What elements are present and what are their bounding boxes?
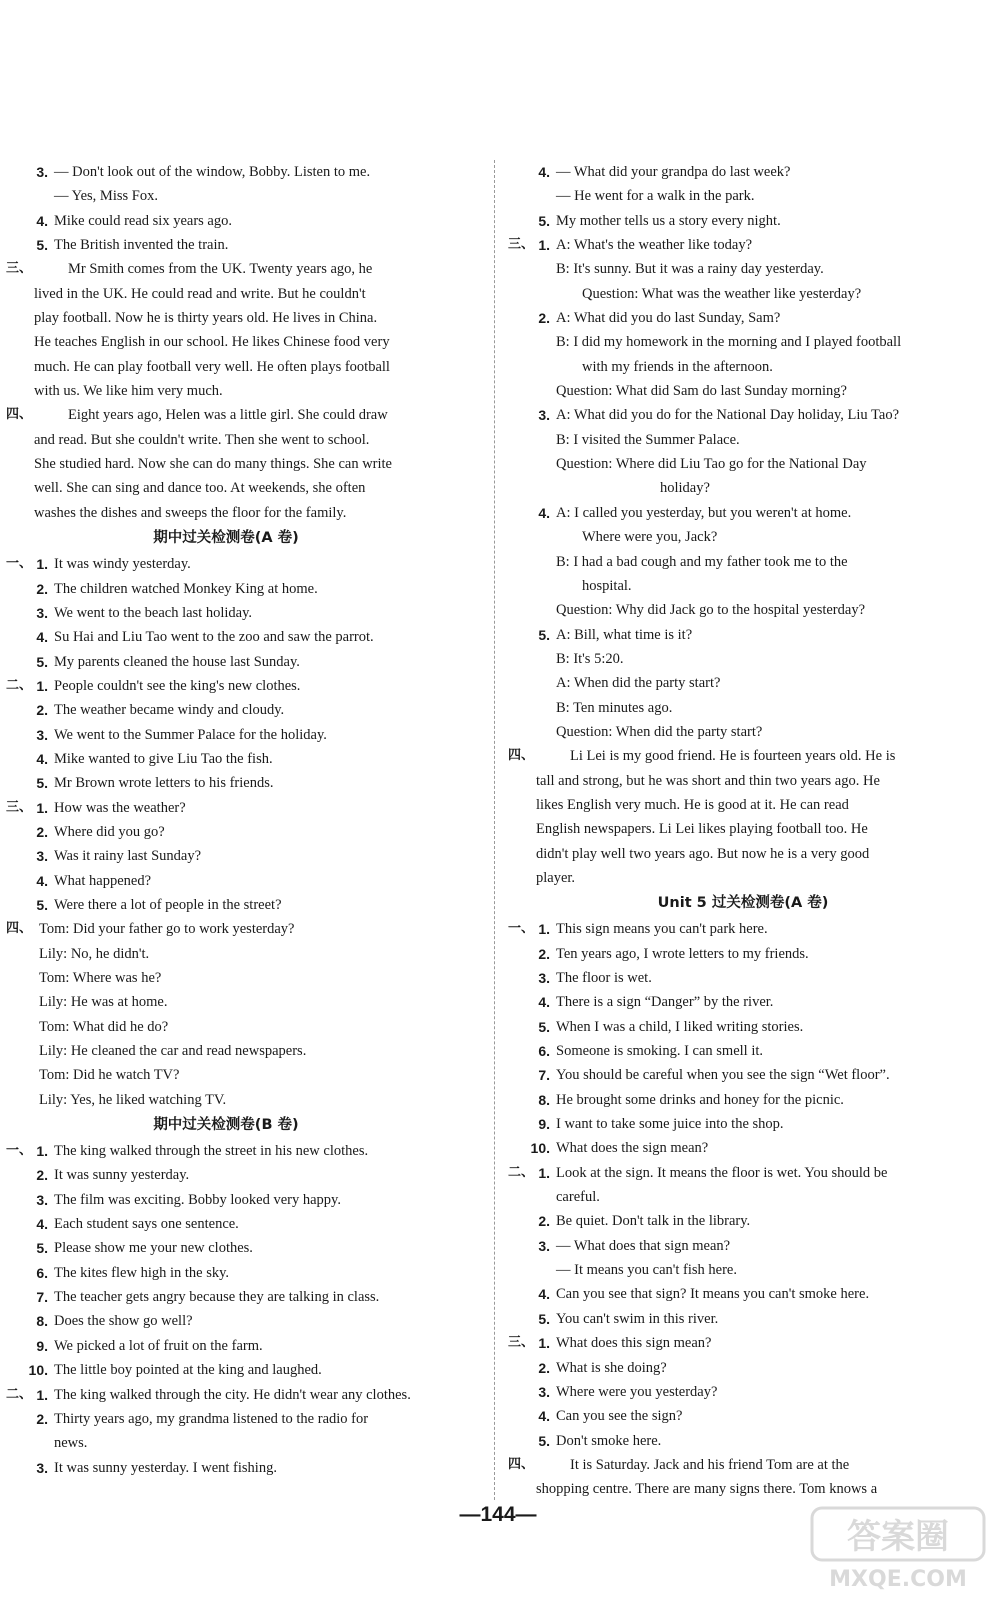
answer-text: Lily: He cleaned the car and read newspapers. [39, 1043, 307, 1060]
section-marker: 二、 [508, 1164, 535, 1180]
answer-line [508, 1136, 978, 1160]
item-number: 2. [36, 702, 48, 719]
answer-text: play football. Now he is thirty years old. He lives in China. [34, 310, 378, 327]
item-number: 1. [36, 677, 48, 694]
answer-text: well. She can sing and dance too. At weekends, she often [34, 480, 366, 497]
answer-line [6, 650, 446, 674]
answer-text: What does this sign mean? [556, 1335, 712, 1352]
answer-text: Question: When did the party start? [556, 723, 763, 740]
answer-text: B: It's 5:20. [556, 650, 624, 667]
answer-line [508, 282, 978, 306]
answer-line [6, 990, 446, 1014]
answer-line [508, 1331, 978, 1355]
section-marker: 三、 [6, 261, 33, 277]
item-number: 10. [530, 1140, 550, 1157]
item-number: 5. [538, 212, 550, 229]
answer-text: The teacher gets angry because they are talking in class. [54, 1289, 380, 1306]
answer-line [6, 942, 446, 966]
answer-text: B: Ten minutes ago. [556, 699, 673, 716]
answer-text: careful. [556, 1189, 600, 1206]
answer-line [508, 574, 978, 598]
item-number: 5. [538, 1432, 550, 1449]
item-number: 3. [36, 848, 48, 865]
answer-text: You should be careful when you see the sign “Wet floor”. [556, 1067, 890, 1084]
answer-text: My parents cleaned the house last Sunday. [54, 653, 300, 670]
answer-text: She studied hard. Now she can do many things. She can write [34, 456, 392, 473]
answer-line [6, 379, 446, 403]
answer-text: What happened? [54, 872, 152, 889]
answer-text: Please show me your new clothes. [54, 1240, 253, 1257]
answer-text: — What did your grandpa do last week? [556, 164, 791, 180]
answer-line [508, 1282, 978, 1306]
answer-line [508, 720, 978, 744]
answer-line [508, 525, 978, 549]
answer-line [508, 1209, 978, 1233]
item-number: 3. [538, 407, 550, 424]
answer-text: Can you see that sign? It means you can't smoke here. [556, 1286, 870, 1303]
answer-text: You can't swim in this river. [556, 1310, 719, 1327]
answer-text: Mr Brown wrote letters to his friends. [54, 775, 274, 792]
item-number: 1. [538, 1164, 550, 1181]
answer-line [6, 820, 446, 844]
answer-text: It was windy yesterday. [54, 556, 191, 573]
answer-line [508, 990, 978, 1014]
answer-line [508, 942, 978, 966]
watermark-logo [810, 1506, 986, 1592]
answer-line [508, 793, 978, 817]
answer-text: Look at the sign. It means the floor is wet. You should be [556, 1164, 888, 1181]
answer-line [6, 625, 446, 649]
answer-text: Lily: Yes, he liked watching TV. [39, 1091, 227, 1108]
answer-text: A: What's the weather like today? [556, 237, 753, 254]
section-marker: 四、 [508, 1456, 535, 1472]
answer-text: Mike could read six years ago. [54, 212, 232, 229]
answer-line [508, 452, 978, 476]
answer-line [508, 866, 978, 890]
item-number: 8. [538, 1091, 550, 1108]
answer-text: — What does that sign mean? [556, 1237, 731, 1254]
item-number: 3. [538, 1237, 550, 1254]
item-number: 2. [36, 823, 48, 840]
answer-line [6, 1163, 446, 1187]
item-number: 9. [36, 1337, 48, 1354]
item-number: 10. [28, 1362, 48, 1379]
answer-text: Were there a lot of people in the street? [54, 896, 282, 913]
answer-line [6, 1261, 446, 1285]
answer-text: A: What did you do last Sunday, Sam? [556, 310, 781, 327]
answer-line [6, 1063, 446, 1087]
item-number: 3. [36, 164, 48, 180]
answer-text: Was it rainy last Sunday? [54, 848, 202, 865]
item-number: 5. [538, 626, 550, 643]
answer-line [6, 233, 446, 257]
answer-line [6, 160, 446, 184]
answer-line [508, 1429, 978, 1453]
answer-text: English newspapers. Li Lei likes playing football too. He [536, 821, 868, 838]
answer-text: — It means you can't fish here. [556, 1262, 737, 1279]
answer-line [6, 747, 446, 771]
item-number: 3. [36, 604, 48, 621]
answer-text: The king walked through the city. He didn't wear any clothes. [54, 1386, 411, 1403]
answer-line [6, 257, 446, 281]
answer-line [6, 184, 446, 208]
section-heading: 期中过关检测卷(B 卷) [153, 1117, 299, 1134]
answer-text: It was sunny yesterday. I went fishing. [54, 1459, 277, 1476]
answer-text: A: I called you yesterday, but you weren't at home. [556, 504, 852, 521]
answer-line [508, 476, 978, 500]
answer-line [6, 1431, 446, 1455]
answer-text: We went to the Summer Palace for the holiday. [54, 726, 327, 743]
answer-line [6, 893, 446, 917]
item-number: 1. [36, 1143, 48, 1160]
answer-line [508, 160, 978, 184]
answer-line [508, 501, 978, 525]
answer-line [508, 1258, 978, 1282]
answer-text: with my friends in the afternoon. [582, 358, 773, 375]
answer-line [6, 917, 446, 941]
answer-line [6, 1212, 446, 1236]
section-marker: 一、 [6, 1143, 33, 1159]
answer-text: Each student says one sentence. [54, 1216, 239, 1233]
item-number: 3. [538, 970, 550, 986]
answer-text: B: I had a bad cough and my father took me to the [556, 553, 848, 570]
item-number: 4. [538, 1408, 550, 1425]
answer-text: B: I did my homework in the morning and I played football [556, 334, 902, 351]
answer-text: Where were you, Jack? [582, 529, 718, 546]
answer-text: Can you see the sign? [556, 1408, 683, 1425]
answer-line [6, 577, 446, 601]
answer-text: When I was a child, I liked writing stories. [556, 1018, 804, 1035]
item-number: 2. [538, 310, 550, 327]
answer-text: shopping centre. There are many signs there. Tom knows a [536, 1481, 878, 1498]
answer-text: Mr Smith comes from the UK. Twenty years ago, he [68, 261, 373, 278]
item-number: 2. [538, 1213, 550, 1230]
answer-text: lived in the UK. He could read and write. But he couldn't [34, 285, 366, 302]
answer-line [6, 1285, 446, 1309]
answer-line [6, 330, 446, 354]
answer-line [6, 282, 446, 306]
answer-line [508, 671, 978, 695]
answer-text: Lily: He was at home. [39, 994, 168, 1011]
answer-line [6, 501, 446, 525]
item-number: 4. [36, 872, 48, 889]
page-number: —144— [459, 1503, 537, 1526]
column-divider [494, 160, 495, 1500]
answer-line [6, 552, 446, 576]
answer-line [6, 674, 446, 698]
answer-line [6, 1334, 446, 1358]
answer-line [508, 379, 978, 403]
answer-text: B: I visited the Summer Palace. [556, 431, 740, 448]
watermark-url: MXQE.COM [829, 1567, 967, 1592]
answer-text: Li Lei is my good friend. He is fourteen years old. He is [570, 748, 896, 765]
answer-line [508, 330, 978, 354]
answer-text: didn't play well two years ago. But now he is a very good [536, 845, 870, 862]
section-marker: 四、 [6, 921, 33, 937]
answer-text: The floor is wet. [556, 970, 652, 986]
section-heading: 期中过关检测卷(A 卷) [153, 530, 299, 547]
answer-text: Question: What did Sam do last Sunday morning? [556, 383, 847, 400]
answer-text: He teaches English in our school. He likes Chinese food very [34, 334, 390, 351]
answer-line [6, 1358, 446, 1382]
item-number: 4. [36, 1216, 48, 1233]
answer-text: A: When did the party start? [556, 675, 721, 692]
answer-line [508, 306, 978, 330]
answer-text: much. He can play football very well. He often plays football [34, 358, 390, 375]
answer-text: Question: Why did Jack go to the hospital yesterday? [556, 602, 866, 619]
answer-line [508, 647, 978, 671]
answer-text: Don't smoke here. [556, 1432, 662, 1449]
answer-text: — Don't look out of the window, Bobby. Listen to me. [54, 164, 371, 180]
item-number: 3. [36, 726, 48, 743]
answer-line [6, 796, 446, 820]
section-marker: 二、 [6, 677, 33, 693]
answer-line [508, 917, 978, 941]
answer-text: We went to the beach last holiday. [54, 604, 253, 621]
answer-line [508, 1185, 978, 1209]
answer-line [508, 257, 978, 281]
right-column [508, 160, 978, 1502]
answer-text: The film was exciting. Bobby looked very happy. [54, 1191, 341, 1208]
item-number: 3. [36, 1459, 48, 1476]
answer-line [508, 1063, 978, 1087]
answer-line [508, 209, 978, 233]
answer-line [6, 601, 446, 625]
answer-text: hospital. [582, 577, 632, 594]
answer-line [508, 1161, 978, 1185]
answer-line [508, 1307, 978, 1331]
answer-line [508, 817, 978, 841]
answer-line [508, 184, 978, 208]
item-number: 5. [538, 1310, 550, 1327]
answer-text: Ten years ago, I wrote letters to my friends. [556, 945, 809, 962]
answer-line [6, 723, 446, 747]
answer-text: A: What did you do for the National Day holiday, Liu Tao? [556, 407, 900, 424]
answer-text: I want to take some juice into the shop. [556, 1116, 784, 1133]
answer-line [508, 842, 978, 866]
answer-text: We picked a lot of fruit on the farm. [54, 1337, 263, 1354]
answer-text: Thirty years ago, my grandma listened to the radio for [54, 1410, 369, 1427]
answer-line [6, 1309, 446, 1333]
answer-line [508, 744, 978, 768]
answer-text: tall and strong, but he was short and thin two years ago. He [536, 772, 880, 789]
answer-line [508, 1404, 978, 1428]
answer-line [508, 1356, 978, 1380]
answer-text: Eight years ago, Helen was a little girl. She could draw [68, 407, 388, 424]
item-number: 1. [36, 1386, 48, 1403]
answer-text: This sign means you can't park here. [556, 921, 768, 938]
answer-line [6, 1236, 446, 1260]
section-marker: 三、 [6, 799, 33, 815]
answer-line [6, 355, 446, 379]
answer-text: — He went for a walk in the park. [556, 188, 755, 205]
answer-line [508, 623, 978, 647]
answer-text: Question: Where did Liu Tao go for the National Day [556, 456, 867, 473]
left-column [6, 160, 446, 1480]
item-number: 5. [36, 237, 48, 254]
section-marker: 四、 [508, 748, 535, 764]
answer-line [508, 403, 978, 427]
answer-text: The little boy pointed at the king and laughed. [54, 1362, 322, 1379]
item-number: 2. [538, 945, 550, 962]
answer-line [508, 233, 978, 257]
answer-line [6, 771, 446, 795]
answer-line [508, 1015, 978, 1039]
answer-text: with us. We like him very much. [34, 383, 223, 400]
answer-text: Where were you yesterday? [556, 1383, 718, 1400]
answer-text: The children watched Monkey King at home. [54, 580, 318, 597]
answer-text: The kites flew high in the sky. [54, 1264, 230, 1281]
answer-line [508, 1453, 978, 1477]
answer-line [508, 1477, 978, 1501]
answer-text: What is she doing? [556, 1359, 667, 1376]
item-number: 8. [36, 1313, 48, 1330]
answer-text: player. [536, 869, 576, 886]
answer-text: washes the dishes and sweeps the floor for the family. [34, 504, 347, 521]
item-number: 4. [538, 164, 550, 180]
answer-line [6, 1383, 446, 1407]
answer-line [508, 1380, 978, 1404]
answer-text: Question: What was the weather like yesterday? [582, 285, 862, 302]
answer-text: Where did you go? [54, 823, 165, 840]
answer-line [508, 1234, 978, 1258]
item-number: 4. [36, 629, 48, 646]
item-number: 4. [538, 994, 550, 1011]
answer-line [508, 355, 978, 379]
item-number: 1. [36, 556, 48, 573]
item-number: 1. [36, 799, 48, 816]
section-marker: 四、 [6, 407, 33, 423]
answer-line [508, 696, 978, 720]
answer-text: It is Saturday. Jack and his friend Tom are at the [570, 1456, 850, 1473]
answer-line [508, 1088, 978, 1112]
answer-line [6, 1088, 446, 1112]
answer-line [508, 598, 978, 622]
answer-text: My mother tells us a story every night. [556, 212, 781, 229]
answer-text: holiday? [660, 480, 710, 497]
answer-text: The king walked through the street in his new clothes. [54, 1143, 369, 1160]
answer-line [6, 476, 446, 500]
answer-text: People couldn't see the king's new clothes. [54, 677, 301, 694]
item-number: 2. [36, 1167, 48, 1184]
section-marker: 一、 [6, 556, 33, 572]
watermark-text: 答案圈 [847, 1517, 949, 1557]
item-number: 3. [538, 1383, 550, 1400]
answer-line [6, 452, 446, 476]
answer-text: Tom: What did he do? [39, 1018, 169, 1035]
answer-line [508, 769, 978, 793]
item-number: 1. [538, 1335, 550, 1352]
item-number: 5. [36, 775, 48, 792]
answer-line [6, 698, 446, 722]
answer-text: Someone is smoking. I can smell it. [556, 1043, 764, 1060]
answer-line [6, 209, 446, 233]
answer-line [6, 1407, 446, 1431]
item-number: 5. [36, 1240, 48, 1257]
section-marker: 一、 [508, 921, 535, 937]
answer-text: B: It's sunny. But it was a rainy day yesterday. [556, 261, 824, 278]
item-number: 4. [538, 1286, 550, 1303]
item-number: 4. [538, 504, 550, 521]
answer-text: Su Hai and Liu Tao went to the zoo and saw the parrot. [54, 629, 374, 646]
answer-text: There is a sign “Danger” by the river. [556, 994, 774, 1011]
answer-text: and read. But she couldn't write. Then she went to school. [34, 431, 370, 448]
item-number: 1. [538, 921, 550, 938]
section-marker: 三、 [508, 1335, 535, 1351]
answer-line [508, 966, 978, 990]
item-number: 3. [36, 1191, 48, 1208]
item-number: 4. [36, 212, 48, 229]
item-number: 5. [36, 896, 48, 913]
answer-line [6, 966, 446, 990]
answer-line [6, 1456, 446, 1480]
item-number: 2. [36, 580, 48, 597]
answer-line [6, 1015, 446, 1039]
section-marker: 二、 [6, 1386, 33, 1402]
item-number: 7. [538, 1067, 550, 1084]
answer-line [508, 1112, 978, 1136]
answer-line [6, 306, 446, 330]
section-heading: Unit 5 过关检测卷(A 卷) [657, 895, 829, 912]
item-number: 6. [538, 1043, 550, 1060]
item-number: 5. [538, 1018, 550, 1035]
answer-text: likes English very much. He is good at it. He can read [536, 796, 849, 813]
item-number: 7. [36, 1289, 48, 1306]
answer-text: How was the weather? [54, 799, 186, 816]
section-marker: 三、 [508, 237, 535, 253]
answer-line [6, 844, 446, 868]
answer-text: Tom: Did he watch TV? [39, 1067, 180, 1084]
item-number: 2. [36, 1410, 48, 1427]
answer-text: Lily: No, he didn't. [39, 945, 150, 962]
answer-text: He brought some drinks and honey for the picnic. [556, 1091, 844, 1108]
answer-text: It was sunny yesterday. [54, 1167, 190, 1184]
answer-line [6, 403, 446, 427]
item-number: 9. [538, 1116, 550, 1133]
answer-text: news. [54, 1435, 88, 1452]
answer-line [508, 1039, 978, 1063]
answer-text: A: Bill, what time is it? [556, 626, 693, 643]
answer-text: Tom: Where was he? [39, 970, 162, 986]
item-number: 1. [538, 237, 550, 254]
item-number: 4. [36, 750, 48, 767]
answer-line [508, 550, 978, 574]
answer-text: Be quiet. Don't talk in the library. [556, 1213, 751, 1230]
answer-line [6, 1188, 446, 1212]
answer-line [6, 428, 446, 452]
item-number: 6. [36, 1264, 48, 1281]
answer-line [6, 869, 446, 893]
answer-line [508, 428, 978, 452]
answer-text: Mike wanted to give Liu Tao the fish. [54, 750, 273, 767]
item-number: 5. [36, 653, 48, 670]
answer-text: The British invented the train. [54, 237, 229, 254]
answer-line [6, 1039, 446, 1063]
answer-text: — Yes, Miss Fox. [54, 188, 158, 205]
answer-text: What does the sign mean? [556, 1140, 709, 1157]
answer-text: The weather became windy and cloudy. [54, 702, 285, 719]
answer-line [6, 1139, 446, 1163]
item-number: 2. [538, 1359, 550, 1376]
answer-text: Tom: Did your father go to work yesterday? [39, 921, 295, 938]
answer-text: Does the show go well? [54, 1313, 193, 1330]
